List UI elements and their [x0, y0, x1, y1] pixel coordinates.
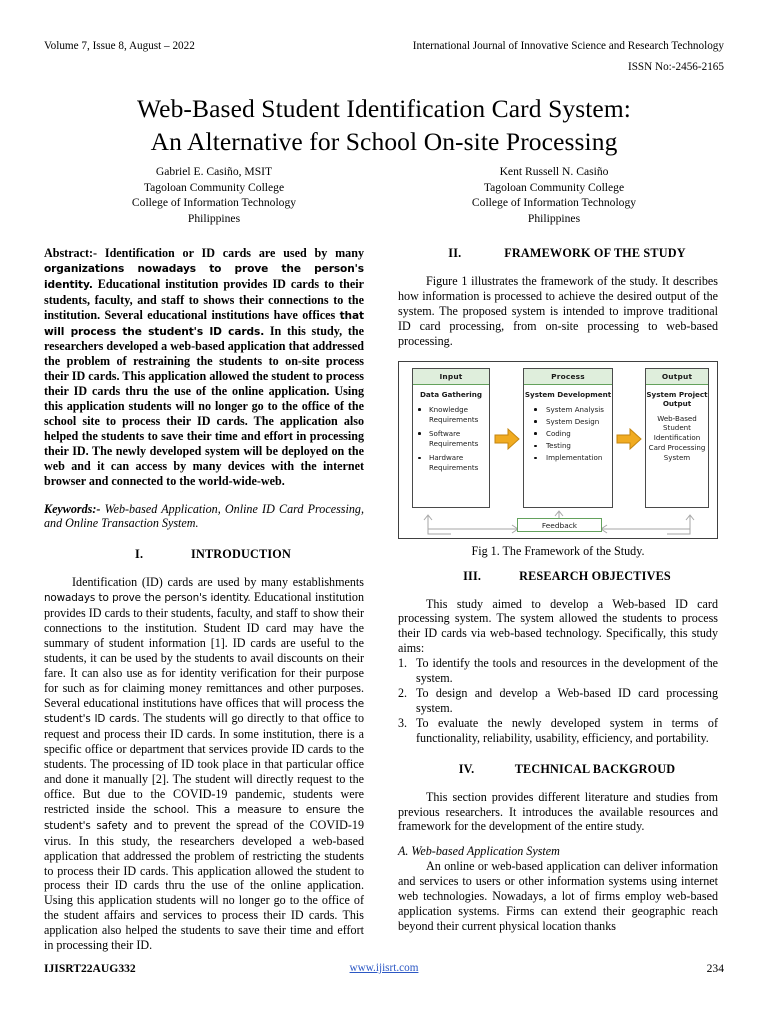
objectives-intro-paragraph: This study aimed to develop a Web-based ID card processing system. The system allowed the students to process their ID cards via web-based technology. Specifically, this study aims: [398, 596, 718, 656]
right-column [398, 246, 718, 934]
objective-2-number: 2. [398, 685, 408, 700]
list-item [524, 453, 612, 463]
objective-1-number: 1. [398, 656, 408, 671]
diagram-input-item-2: Software Requirements [429, 429, 479, 448]
section-heading-objectives [398, 569, 718, 584]
bullet-icon [534, 432, 537, 435]
page-title [44, 92, 724, 158]
section-number-2: II. [448, 246, 462, 260]
abstract-part-2: Educational institution provides ID cards to their students, faculty, and staff to shows their connections to the institution. Several educational institutions have offices [44, 276, 364, 322]
author-2-name: Kent Russell N. Casiño [499, 165, 609, 178]
intro-part-c: The students will go directly to that office to request and process their ID cards. In some institution, there is a specific office or department that services provide ID cards to the students. The processing of ID took place in that particular office and done it manually [2]. The student will directly request to the office. But due to the COVID-19 pandemic, students were restricted inside the [44, 711, 364, 816]
objective-3-text: To evaluate the newly developed system in terms of functionality, reliability, usability, efficiency, and portability. [416, 715, 718, 745]
author-1-affiliation-2: College of Information Technology [131, 196, 297, 210]
objective-3-number: 3. [398, 715, 408, 730]
diagram-process-subtitle: System Development [524, 389, 612, 399]
diagram-output-subtitle [646, 385, 708, 409]
section-heading-framework [398, 246, 718, 261]
section-number-3: III. [463, 568, 482, 583]
diagram-process-item-2: System Design [546, 417, 600, 427]
framework-paragraph: Figure 1 illustrates the framework of the study. It describes how information is processed to achieve the desired output of the system. The proposed system is intended to improve traditional ID card processing, from on-site processing to web-based processing. [398, 274, 718, 348]
objective-1-text: To identify the tools and resources in the development of the system. [416, 656, 718, 686]
section-title-objectives: RESEARCH OBJECTIVES [519, 568, 671, 583]
footer-website-link[interactable]: www.ijisrt.com [349, 962, 419, 974]
author-1-affiliation-1: Tagoloan Community College [143, 180, 285, 194]
diagram-output-body: Web-Based Student Identification Card Processing System [648, 413, 706, 462]
keywords-text: Web-based Application, Online ID Card Processing, and Online Transaction System. [44, 501, 364, 531]
diagram-process-item-1: System Analysis [546, 405, 604, 415]
diagram-input-header: Input [413, 369, 489, 385]
author-1 [44, 164, 384, 226]
intro-part-d: prevent the spread of the COVID-19 virus. In this study, the researchers developed a web-based application that addressed the problem of restricting the students to process their ID cards. This application allowed the student to process their ID cards thru the use of the online application. Using this application students will no longer go to the office of the student affairs and services to process their ID cards. This application also helped the students to save their time and effort in processing their ID. [44, 817, 365, 953]
author-1-country: Philippines [187, 211, 241, 225]
intro-alt-2: process the student's ID cards. [44, 697, 365, 726]
bullet-icon [418, 432, 421, 435]
keywords-label: Keywords:- [44, 501, 101, 516]
section-heading-introduction [44, 547, 364, 562]
diagram-input-item-1: Knowledge Requirements [429, 405, 479, 424]
list-item [398, 656, 718, 686]
list-item [413, 429, 489, 448]
intro-part-a: Identification (ID) cards are used by many establishments [72, 575, 364, 590]
abstract-alt-2: that will process the student's ID cards. [44, 309, 364, 338]
list-item [398, 716, 718, 746]
diagram-feedback-label: Feedback [541, 520, 578, 530]
technical-paragraph-1: This section provides different literature and studies from previous researchers. It introduces the available resources and framework for the development of the entire study. [398, 789, 718, 834]
technical-paragraph-2: An online or web-based application can deliver information and services to users or other information systems using internet web technologies. Nowadays, a lot of firms employ web-based application systems. Firms can extend their geographic reach beyond their current physical location thanks [398, 859, 718, 933]
diagram-box-process [523, 368, 613, 508]
list-item [413, 453, 489, 472]
abstract-part-1: Identification or ID cards are used by many [97, 246, 364, 260]
abstract-alt-1: organizations nowadays to prove the person's identity. [44, 262, 364, 291]
diagram-box-feedback [517, 518, 602, 532]
bullet-icon [418, 408, 421, 411]
diagram-process-item-4: Testing [546, 441, 571, 451]
list-item [398, 686, 718, 716]
section-heading-technical [398, 762, 718, 777]
journal-name-text: International Journal of Innovative Science and Research Technology [412, 40, 724, 52]
footer-article-code: IJISRT22AUG332 [44, 962, 136, 975]
intro-alt-3: school. This a measure to ensure the student's safety and to [44, 803, 364, 832]
section-title-introduction: INTRODUCTION [191, 547, 291, 562]
author-1-name: Gabriel E. Casiño, MSIT [155, 165, 273, 178]
bullet-icon [534, 408, 537, 411]
list-item [413, 405, 489, 424]
running-head [44, 40, 724, 82]
figure-1-frame [398, 361, 718, 539]
list-item [524, 405, 612, 415]
intro-alt-1: nowadays to prove the person's identity. [44, 592, 251, 605]
left-column [44, 246, 364, 953]
author-2-country: Philippines [527, 211, 581, 225]
author-2-affiliation-1: Tagoloan Community College [483, 180, 625, 194]
diagram-input-list [413, 399, 489, 473]
diagram-input-subtitle: Data Gathering [419, 389, 483, 399]
diagram-process-header: Process [524, 369, 612, 385]
diagram-process-item-5: Implementation [546, 453, 603, 463]
objective-2-text: To design and develop a Web-based ID card processing system. [416, 685, 718, 715]
section-title-framework: FRAMEWORK OF THE STUDY [504, 246, 686, 260]
diagram-output-subtitle-2: Output [662, 399, 692, 409]
list-item [524, 417, 612, 427]
abstract-label: Abstract:- [44, 246, 98, 260]
diagram-output-subtitle-1: System Project [646, 389, 708, 399]
figure-1 [398, 361, 718, 559]
issn-text: ISSN No:-2456-2165 [627, 61, 724, 73]
author-block [44, 164, 724, 226]
title-line-2: An Alternative for School On-site Processing [150, 127, 618, 156]
diagram-process-list [524, 399, 612, 463]
arrow-input-to-process-icon [494, 428, 520, 450]
introduction-paragraph [44, 575, 364, 953]
diagram-process-item-3: Coding [546, 429, 571, 439]
section-number-1: I. [135, 547, 144, 562]
footer-page-number: 234 [706, 962, 724, 975]
author-2-affiliation-2: College of Information Technology [471, 196, 637, 210]
keywords-paragraph [44, 502, 364, 532]
objectives-list [398, 656, 718, 745]
arrow-process-to-output-icon [616, 428, 642, 450]
bullet-icon [418, 457, 421, 460]
list-item [524, 441, 612, 451]
diagram-box-output [645, 368, 709, 508]
page-footer [44, 962, 724, 980]
diagram-input-item-3: Hardware Requirements [429, 453, 479, 472]
diagram-box-input [412, 368, 490, 508]
abstract-part-3: In this study, the researchers developed a web-based application that addressed the problem of restraining the students to on-site process their ID cards. This application allowed the student to process their ID cards thru the use of the online application. Using this application students will no longer go to the office of the school site to process their ID cards. The application also helped the students to save their time and effort in processing their ID. The newly developed system will be deployed on the web and it can access by many devices with the internet browser and connected to the world-wide-web. [44, 323, 364, 488]
volume-issue-text: Volume 7, Issue 8, August – 2022 [44, 40, 195, 52]
section-number-4: IV. [458, 761, 475, 776]
figure-1-canvas [404, 366, 714, 536]
subsection-heading-a: A. Web-based Application System [398, 844, 560, 859]
bullet-icon [534, 445, 537, 448]
bullet-icon [534, 457, 537, 460]
list-item [524, 429, 612, 439]
section-title-technical: TECHNICAL BACKGROUD [514, 761, 676, 776]
title-line-1: Web-Based Student Identification Card System: [137, 94, 631, 123]
intro-part-b: Educational institution provides ID cards to their students, faculty, and staff to show their connections to the institution. Student ID card may have the summary of student information [1]. ID cards are useful to the students, it can be used by the students to avail discounts on their fare. It can also use as for identity verification for their purpose for such as for claiming money remittances and other purposes. Several educational institutions have offices that will [44, 590, 364, 710]
abstract-paragraph [44, 246, 364, 489]
author-2 [384, 164, 724, 226]
diagram-output-header: Output [646, 369, 708, 385]
bullet-icon [534, 420, 537, 423]
figure-1-caption: Fig 1. The Framework of the Study. [471, 543, 645, 558]
